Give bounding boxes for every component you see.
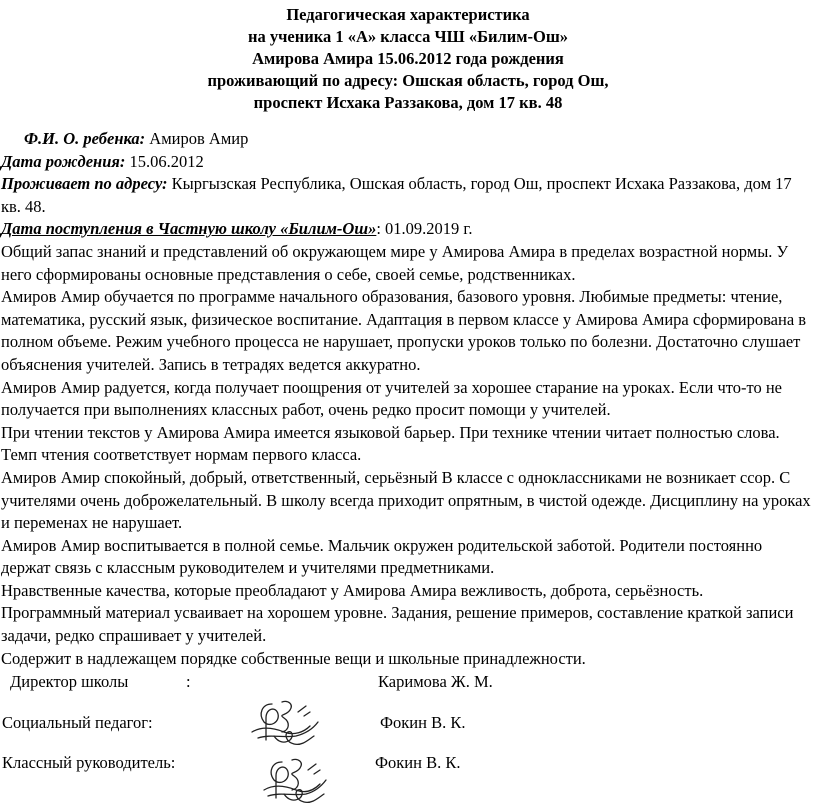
handwritten-signature-class-teacher <box>258 752 332 810</box>
header-line-4: проживающий по адресу: Ошская область, город Ош, <box>207 71 609 90</box>
dob-label: Дата рождения: <box>1 151 126 171</box>
paragraph: Нравственные качества, которые преобладают у Амирова Амира вежливость, доброта, серьёзность. <box>1 580 704 600</box>
social-pedagogue-name: Фокин В. К. <box>380 713 466 732</box>
paragraph: Программный материал усваивает на хорошем уровне. Задания, решение примеров, составление краткой записи задачи, редко спрашивает у учителей. <box>1 603 794 646</box>
header-line-3: Амирова Амира 15.06.2012 года рождения <box>252 49 564 68</box>
social-pedagogue-label: Социальный педагог: <box>2 713 153 732</box>
class-teacher-label: Классный руководитель: <box>2 753 176 772</box>
handwritten-signature-social-pedagogue <box>244 692 326 752</box>
fio-line <box>1 128 813 151</box>
document-body <box>1 128 813 670</box>
director-label: Директор школы <box>10 672 129 691</box>
dob-value: 15.06.2012 <box>125 151 204 171</box>
paragraph: Амиров Амир обучается по программе начального образования, базового уровня. Любимые предметы: чтение, математика, русский язык, физическое воспитание. Адаптация в первом классе у Амирова Амира сформирована в полном объеме. Режим учебного процесса не нарушает, пропуски уроков только по болезни. Достаточно слушает объяснения учителей. Запись в тетрадях ведется аккуратно. <box>1 287 807 374</box>
fio-value: Амиров Амир <box>145 129 249 148</box>
address-line <box>1 173 813 218</box>
document-header <box>0 4 816 114</box>
address-value: Кыргызская Республика, Ошская область, город Ош, проспект Исхака Раззакова, дом 17 кв. 48. <box>1 174 792 216</box>
paragraph: Амиров Амир воспитывается в полной семье. Мальчик окружен родительской заботой. Родители постоянно держат связь с классным руководителем и учителями предметниками. <box>1 535 763 578</box>
fio-label: Ф.И. О. ребенка: <box>24 129 146 148</box>
director-name: Каримова Ж. М. <box>378 672 493 691</box>
paragraph: Амиров Амир радуется, когда получает поощрения от учителей за хорошее старание на уроках. Если что-то не получается при выполнениях классных работ, очень редко просит помощи у учителей. <box>1 377 783 420</box>
header-line-1: Педагогическая характеристика <box>286 5 530 24</box>
admission-line <box>1 218 813 241</box>
admission-label: Дата поступления в Частную школу «Билим-Ош» <box>1 219 377 239</box>
dob-line <box>1 151 813 174</box>
header-line-5: проспект Исхака Раззакова, дом 17 кв. 48 <box>253 93 563 112</box>
class-teacher-name: Фокин В. К. <box>375 753 461 772</box>
paragraph: Амиров Амир спокойный, добрый, ответственный, серьёзный В классе с одноклассниками не возникает ссор. С учителями очень доброжелательный. В школу всегда приходит опрятным, в чистой одежде. Дисциплину на уроках и переменах не нарушает. <box>1 467 811 533</box>
admission-value: : 01.09.2019 г. <box>376 219 473 239</box>
director-signature-row <box>0 672 816 696</box>
address-label: Проживает по адресу: <box>1 174 168 194</box>
header-line-2: на ученика 1 «А» класса ЧШ «Билим-Ош» <box>247 27 569 46</box>
paragraph: Содержит в надлежащем порядке собственные вещи и школьные принадлежности. <box>1 648 586 668</box>
paragraph: Общий запас знаний и представлений об окружающем мире у Амирова Амира в пределах возрастной нормы. У него сформированы основные представления о себе, своей семье, родственниках. <box>1 241 789 284</box>
social-pedagogue-row <box>0 713 816 737</box>
class-teacher-row <box>0 753 816 777</box>
paragraph: При чтении текстов у Амирова Амира имеется языковой барьер. При технике чтении читает полностью слова. Темп чтения соответствует нормам первого класса. <box>1 422 780 465</box>
director-colon: : <box>186 672 191 691</box>
